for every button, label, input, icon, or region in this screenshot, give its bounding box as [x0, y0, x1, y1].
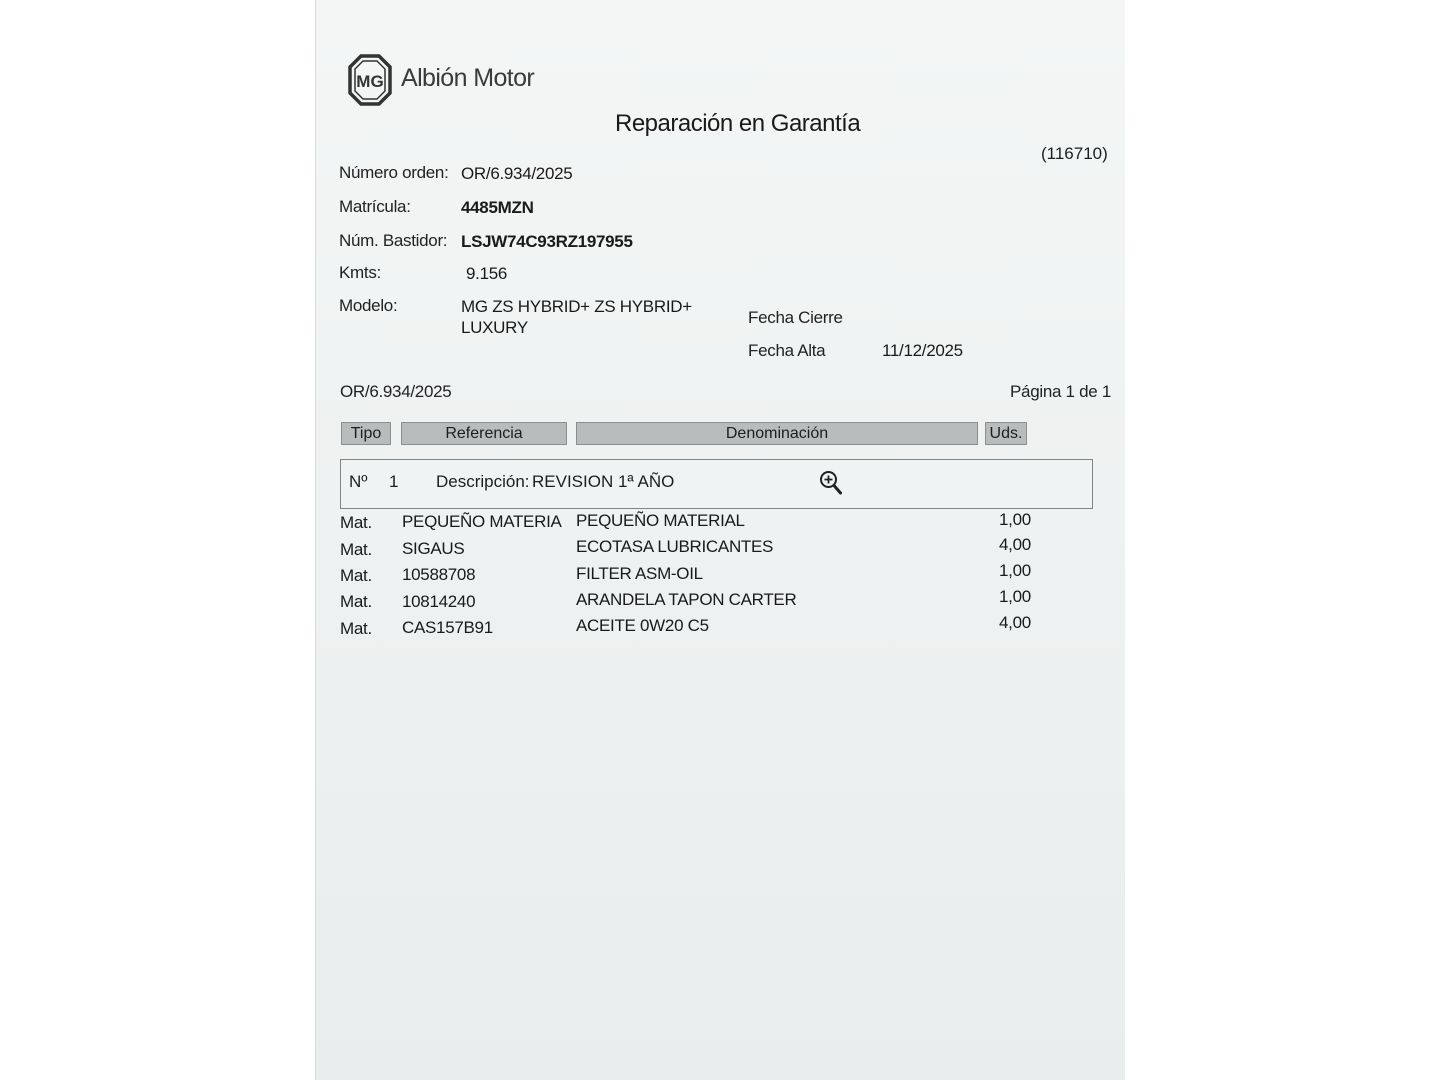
- column-header-tipo: Tipo: [341, 422, 391, 445]
- table-row-tipo: Mat.: [340, 619, 372, 638]
- mg-logo: [348, 54, 392, 106]
- orden-label: Número orden:: [339, 163, 449, 182]
- description-label: Descripción:: [436, 472, 530, 491]
- table-row-uds: 4,00: [999, 613, 1031, 632]
- column-header-referencia: Referencia: [401, 422, 567, 445]
- table-row-uds: 4,00: [999, 535, 1031, 554]
- orden-value: OR/6.934/2025: [461, 164, 573, 183]
- column-header-uds: Uds.: [985, 422, 1027, 445]
- table-row-referencia: 10588708: [402, 565, 476, 584]
- table-row-denominacion: ECOTASA LUBRICANTES: [576, 537, 774, 556]
- table-row-uds: 1,00: [999, 587, 1031, 606]
- table-row-denominacion: ARANDELA TAPON CARTER: [576, 590, 797, 609]
- modelo-value: MG ZS HYBRID+ ZS HYBRID+ LUXURY: [461, 297, 692, 337]
- table-row-uds: 1,00: [999, 510, 1031, 529]
- line-number-label: Nº: [349, 472, 368, 491]
- matricula-value: 4485MZN: [461, 198, 534, 217]
- table-row-tipo: Mat.: [340, 566, 372, 585]
- table-row-referencia: SIGAUS: [402, 539, 465, 558]
- table-row-referencia: CAS157B91: [402, 618, 493, 637]
- document-title: Reparación en Garantía: [615, 110, 861, 137]
- table-row-tipo: Mat.: [340, 592, 372, 611]
- description-value: REVISION 1ª AÑO: [532, 472, 675, 491]
- document-page: [315, 0, 1125, 1080]
- document-number: (116710): [1041, 144, 1108, 163]
- fecha-cierre-label: Fecha Cierre: [748, 308, 843, 327]
- fecha-alta-label: Fecha Alta: [748, 341, 826, 360]
- table-row-denominacion: PEQUEÑO MATERIAL: [576, 511, 745, 530]
- logo-letters: MG: [356, 72, 384, 91]
- kmts-label: Kmts:: [339, 263, 381, 282]
- table-row-tipo: Mat.: [340, 513, 372, 532]
- line-number-value: 1: [389, 472, 399, 491]
- zoom-in-icon[interactable]: [819, 470, 843, 496]
- fecha-alta-value: 11/12/2025: [882, 341, 963, 360]
- table-row-referencia: PEQUEÑO MATERIA: [402, 512, 562, 531]
- table-row-denominacion: ACEITE 0W20 C5: [576, 616, 709, 635]
- bastidor-value: LSJW74C93RZ197955: [461, 232, 633, 251]
- table-row-uds: 1,00: [999, 561, 1031, 580]
- matricula-label: Matrícula:: [339, 197, 411, 216]
- kmts-value: 9.156: [466, 264, 508, 283]
- order-reference: OR/6.934/2025: [340, 382, 452, 401]
- table-row-referencia: 10814240: [402, 592, 476, 611]
- table-row-denominacion: FILTER ASM-OIL: [576, 564, 703, 583]
- bastidor-label: Núm. Bastidor:: [339, 231, 448, 250]
- brand-name: Albión Motor: [401, 64, 535, 92]
- column-header-denominacion: Denominación: [576, 422, 978, 445]
- table-row-tipo: Mat.: [340, 540, 372, 559]
- modelo-label: Modelo:: [339, 296, 398, 315]
- page-indicator: Página 1 de 1: [1010, 382, 1112, 401]
